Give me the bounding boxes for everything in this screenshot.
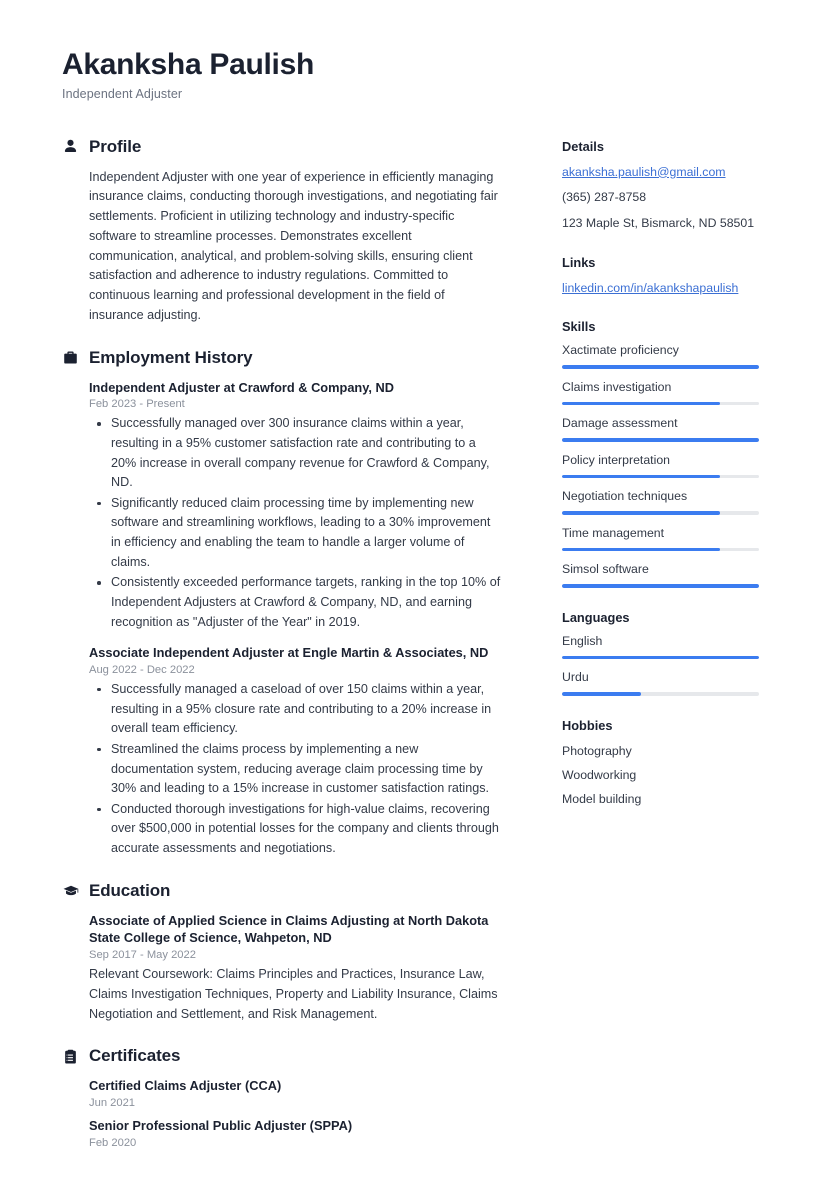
language-label: Urdu [562,670,589,685]
phone-text: (365) 287-8758 [562,190,647,205]
briefcase-icon [62,349,79,366]
certificate-entry-date: Feb 2020 [89,1136,137,1149]
section-header-profile [62,137,502,157]
language-rating-fill [562,656,759,660]
section-body-education [62,912,502,1025]
section-employment-history [62,348,502,859]
graduation-cap-icon [62,882,79,899]
section-education [62,881,502,1025]
sidebar-column [562,137,777,831]
skill-rating-bar [562,584,759,588]
section-body-employment [62,379,502,859]
hobby-item: Woodworking [562,768,637,783]
skill-rating-bar [562,365,759,369]
section-body-certificates [62,1077,502,1148]
language-item [562,670,777,695]
employment-entry [89,379,502,633]
list-item: Streamlined the claims process by implementing a new documentation system, reducing average claim processing time by 30% and leading to a 15% increase in customer satisfaction ratings. [89,740,502,799]
sidebar-title-languages: Languages [562,609,630,625]
skill-rating-bar [562,402,759,406]
list-item: Successfully managed a caseload of over 150 claims within a year, resulting in a 95% closure rate and contributing to a 20% increase in overall team efficiency. [89,680,502,739]
skill-label: Simsol software [562,562,649,577]
address-text: 123 Maple St, Bismarck, ND 58501 [562,215,755,230]
language-rating-bar [562,692,759,696]
skill-label: Time management [562,525,665,540]
language-rating-bar [562,656,759,660]
page-title: Akanksha Paulish [62,48,314,81]
sidebar-title-details: Details [562,138,604,154]
skill-rating-fill [562,511,720,515]
linkedin-link[interactable]: linkedin.com/in/akankshapaulish [562,280,739,295]
email-link[interactable]: akanksha.paulish@gmail.com [562,164,726,179]
sidebar-block-languages [562,610,777,696]
section-header-employment [62,348,502,368]
sidebar-title-skills: Skills [562,319,596,335]
skill-label: Negotiation techniques [562,489,688,504]
education-entry-date: Sep 2017 - May 2022 [89,949,196,962]
education-entry [89,912,502,1025]
employment-entry-date: Feb 2023 - Present [89,398,185,411]
skill-label: Damage assessment [562,416,678,431]
list-item: Conducted thorough investigations for high-value claims, recovering over $500,000 in potential losses for the company and clients through accurate assessments and negotiations. [89,800,502,859]
profile-text: Independent Adjuster with one year of experience in efficiently managing insurance claims, conducting thorough investigations, and negotiating fair settlements. Proficient in utilizing technology and industry-specific software to streamline processes. Demonstrates excellent communication, analytical, and problem-solving skills, ensuring client satisfaction and adherence to industry regulations. Committed to continuous learning and professional development in the field of insurance adjusting. [89,169,498,322]
education-entry-title: Associate of Applied Science in Claims Adjusting at North Dakota State College of Science, Wahpeton, ND [89,912,489,946]
skill-item [562,526,777,551]
language-rating-fill [562,692,641,696]
employment-entry-bullets [89,414,502,632]
sidebar-title-links: Links [562,254,596,270]
skill-rating-fill [562,584,759,588]
employment-entry-title: Independent Adjuster at Crawford & Company, ND [89,379,395,395]
skill-rating-fill [562,475,720,479]
skill-item [562,416,777,441]
employment-entry-title: Associate Independent Adjuster at Engle Martin & Associates, ND [89,645,489,661]
language-item [562,634,777,659]
section-title-certificates: Certificates [89,1046,181,1066]
section-header-certificates [62,1046,502,1066]
certificate-entry-title: Certified Claims Adjuster (CCA) [89,1078,282,1094]
skill-item [562,343,777,368]
sidebar-block-details [562,139,777,233]
resume-header [62,48,777,101]
sidebar-block-hobbies [562,718,777,809]
skill-rating-fill [562,438,759,442]
clipboard-icon [62,1048,79,1065]
skill-rating-fill [562,548,720,552]
sidebar-block-links [562,255,777,298]
skill-rating-bar [562,511,759,515]
language-label: English [562,633,603,648]
skill-label: Claims investigation [562,379,672,394]
job-title-subtitle: Independent Adjuster [62,86,183,101]
section-profile [62,137,502,326]
main-column [62,137,520,1171]
skill-rating-fill [562,365,759,369]
sidebar-title-hobbies: Hobbies [562,717,613,733]
skill-item [562,453,777,478]
skill-rating-fill [562,402,720,406]
education-entry-description: Relevant Coursework: Claims Principles and Practices, Insurance Law, Claims Investigation Techniques, Property and Liability Insurance, Claims Negotiation and Settlement, and Risk Management. [89,967,498,1021]
skill-rating-bar [562,475,759,479]
content-columns [62,137,777,1171]
sidebar-block-skills [562,319,777,587]
user-icon [62,138,79,155]
skill-item [562,562,777,587]
list-item: Consistently exceeded performance targets, ranking in the top 10% of Independent Adjusters at Crawford & Company, ND, and earning recognition as "Adjuster of the Year" in 2019. [89,573,502,632]
section-title-employment: Employment History [89,347,253,367]
section-header-education [62,881,502,901]
employment-entry-date: Aug 2022 - Dec 2022 [89,663,195,676]
certificate-entry [89,1117,502,1149]
list-item: Significantly reduced claim processing time by implementing new software and streamlining workflows, leading to a 30% improvement in efficiency and enabling the team to handle a larger volume of claims. [89,494,502,573]
skill-item [562,489,777,514]
section-certificates [62,1046,502,1148]
certificate-entry [89,1077,502,1109]
certificate-entry-date: Jun 2021 [89,1097,136,1110]
section-title-education: Education [89,880,171,900]
skill-label: Xactimate proficiency [562,343,679,358]
employment-entry-bullets [89,680,502,859]
skill-rating-bar [562,548,759,552]
skill-rating-bar [562,438,759,442]
certificate-entry-title: Senior Professional Public Adjuster (SPPA) [89,1118,353,1134]
hobby-item: Photography [562,743,632,758]
skill-item [562,380,777,405]
hobby-item: Model building [562,792,642,807]
employment-entry [89,644,502,858]
section-body-profile [62,168,502,326]
list-item: Successfully managed over 300 insurance claims within a year, resulting in a 95% customer satisfaction rate and contributing to a 20% increase in overall company revenue for Crawford & Company, ND. [89,414,502,493]
section-title-profile: Profile [89,136,142,156]
skill-label: Policy interpretation [562,452,670,467]
